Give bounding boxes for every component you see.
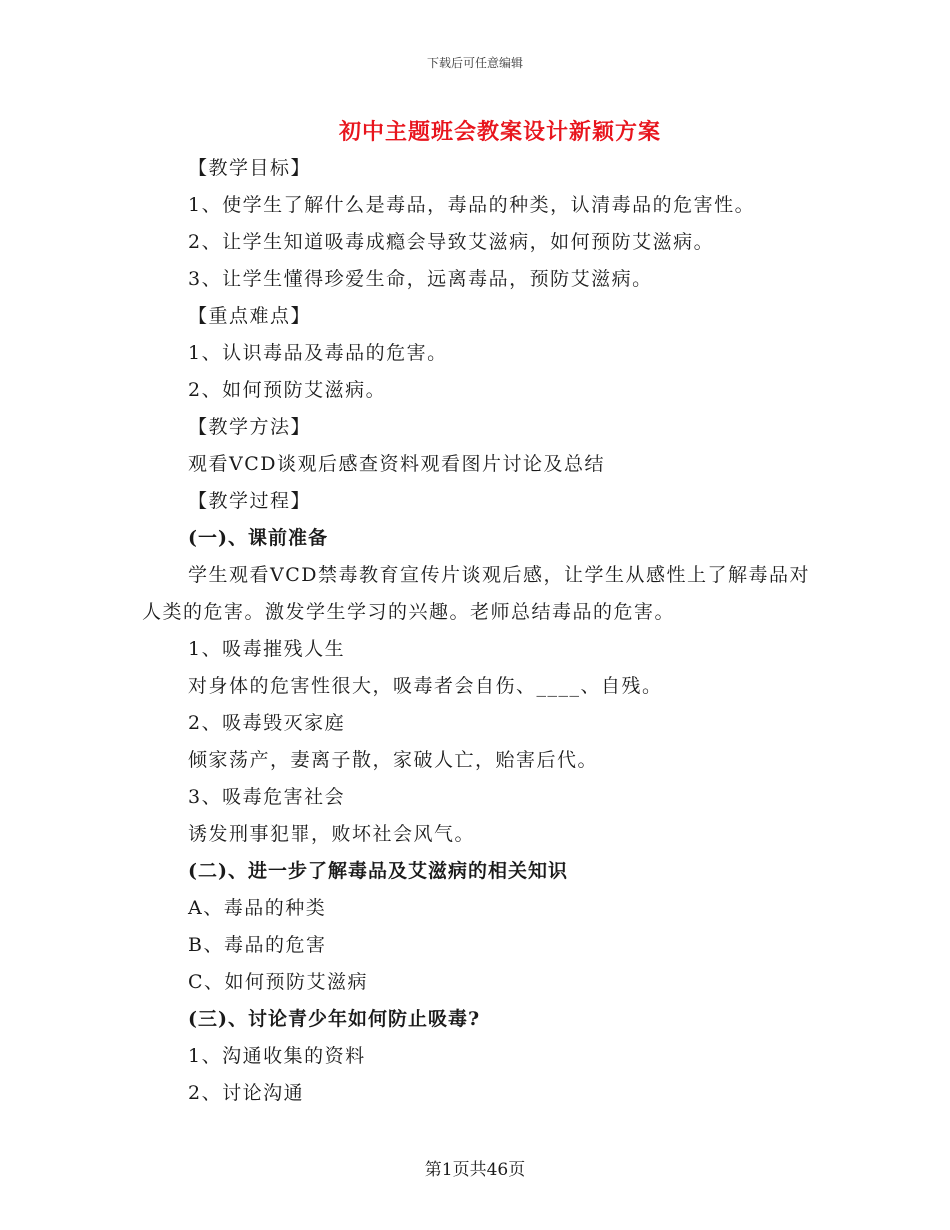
objective-item: 3、让学生懂得珍爱生命，远离毒品，预防艾滋病。 — [188, 268, 653, 290]
objective-item: 2、让学生知道吸毒成瘾会导致艾滋病，如何预防艾滋病。 — [188, 231, 715, 253]
objective-item: 1、使学生了解什么是毒品，毒品的种类，认清毒品的危害性。 — [188, 194, 756, 216]
harm2-title: 2、吸毒毁灭家庭 — [188, 712, 346, 734]
part2-item: A、毒品的种类 — [188, 897, 327, 919]
document-body — [142, 150, 822, 1112]
harm3-text: 诱发刑事犯罪，败坏社会风气。 — [188, 823, 476, 845]
document-title: 初中主题班会教案设计新颖方案 — [338, 119, 661, 145]
methods-text: 观看VCD谈观后感查资料观看图片讨论及总结 — [188, 453, 605, 475]
part1-heading: (一)、课前准备 — [188, 527, 328, 549]
key-points-heading: 【重点难点】 — [188, 305, 312, 327]
part3-item: 2、讨论沟通 — [188, 1082, 305, 1104]
part3-item: 1、沟通收集的资料 — [188, 1045, 366, 1067]
key-point-item: 1、认识毒品及毒品的危害。 — [188, 342, 448, 364]
part1-paragraph: 学生观看VCD禁毒教育宣传片谈观后感，让学生从感性上了解毒品对人类的危害。激发学生学习的兴趣。老师总结毒品的危害。 — [142, 564, 810, 623]
harm2-text: 倾家荡产，妻离子散，家破人亡，贻害后代。 — [188, 749, 599, 771]
objectives-heading: 【教学目标】 — [188, 157, 312, 179]
harm1-text: 对身体的危害性很大，吸毒者会自伤、____、自残。 — [188, 675, 663, 697]
part2-item: B、毒品的危害 — [188, 934, 327, 956]
harm3-title: 3、吸毒危害社会 — [188, 786, 346, 808]
harm1-title: 1、吸毒摧残人生 — [188, 638, 346, 660]
methods-heading: 【教学方法】 — [188, 416, 312, 438]
part2-item: C、如何预防艾滋病 — [188, 971, 369, 993]
header-note: 下载后可任意编辑 — [426, 56, 523, 70]
process-heading: 【教学过程】 — [188, 490, 312, 512]
page-number: 第1页共46页 — [424, 1160, 526, 1180]
key-point-item: 2、如何预防艾滋病。 — [188, 379, 387, 401]
part2-heading: (二)、进一步了解毒品及艾滋病的相关知识 — [188, 860, 568, 882]
part3-heading: (三)、讨论青少年如何防止吸毒? — [188, 1008, 481, 1030]
